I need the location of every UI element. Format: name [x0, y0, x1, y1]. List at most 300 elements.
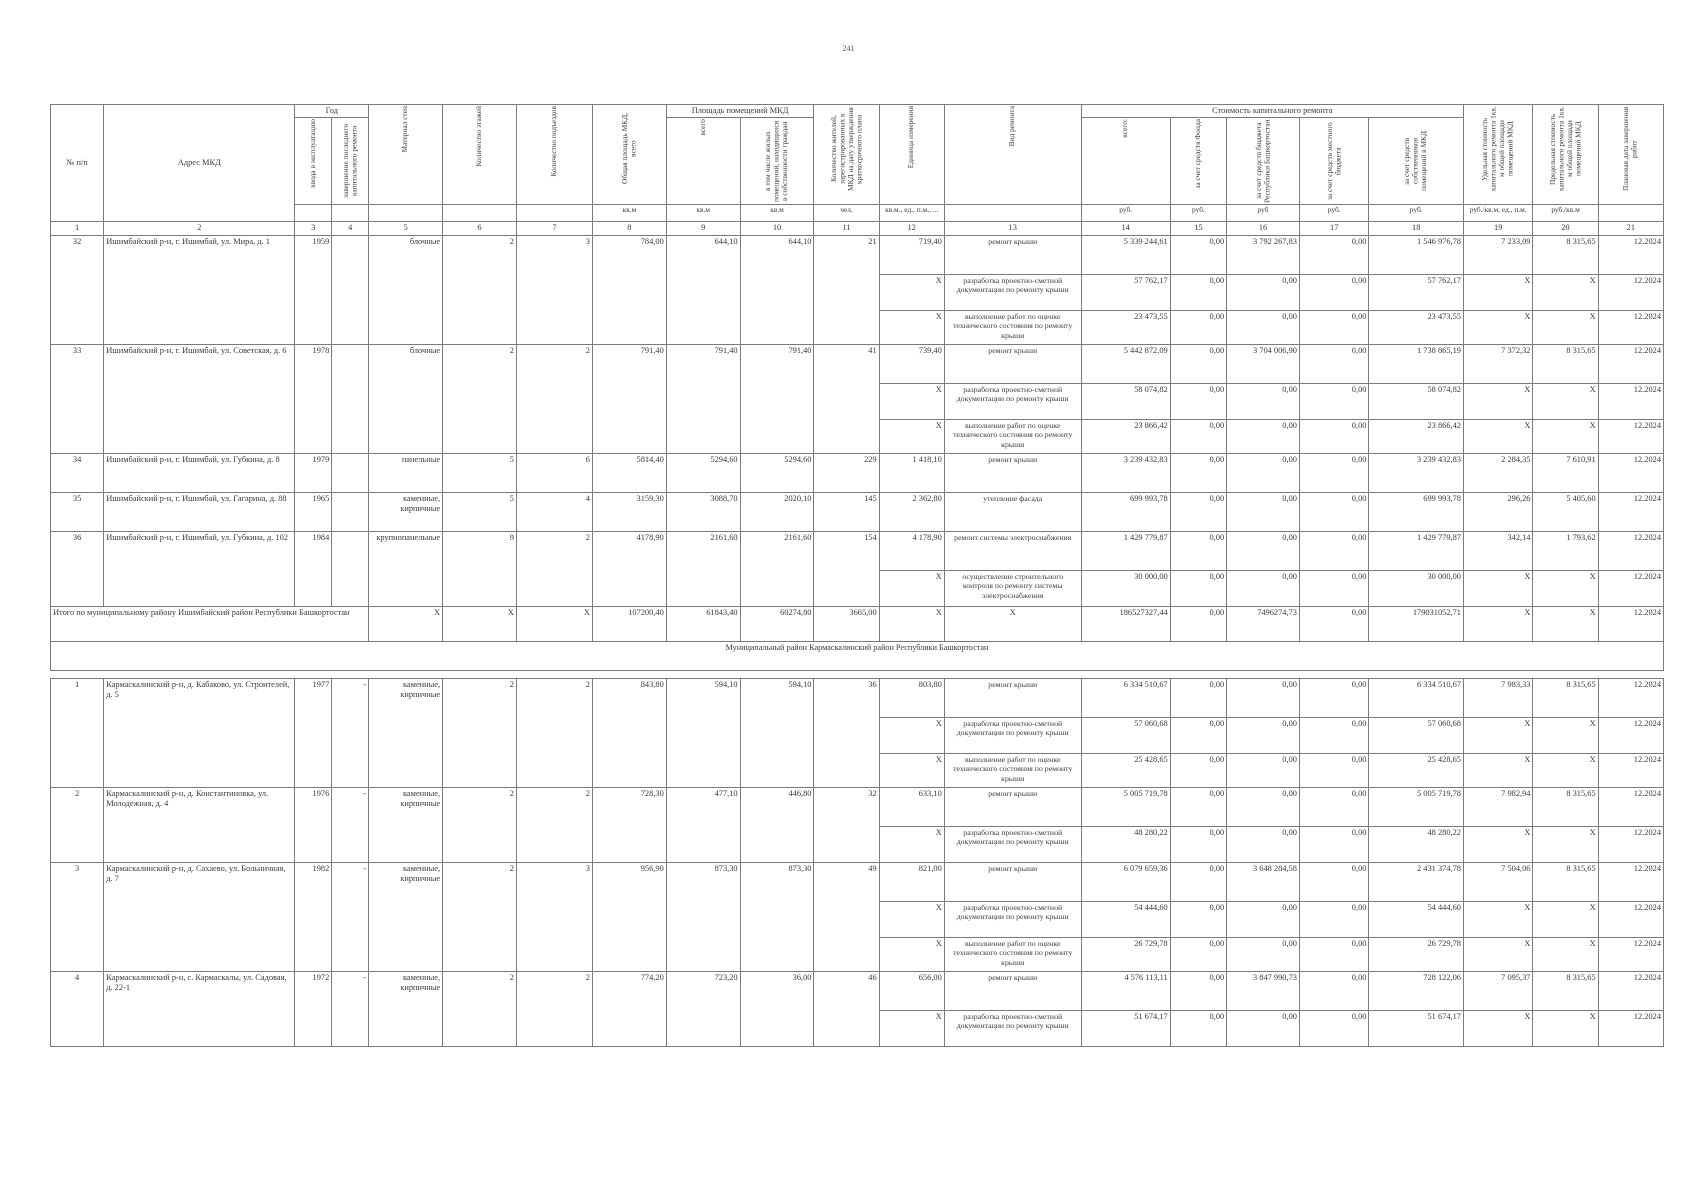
row-work: разработка проектно-сметной документации по ремонту крыши	[944, 902, 1081, 938]
row-x-mark: X	[879, 718, 944, 754]
total-area: 107200,40	[592, 607, 666, 642]
row-cost-owners: 25 428,65	[1369, 754, 1464, 788]
row-material: каменные, кирпичные	[369, 863, 443, 972]
row-cost-rb: 0,00	[1227, 754, 1300, 788]
row-specific-cost: 296,26	[1463, 493, 1533, 532]
row-year: 1978	[295, 345, 332, 454]
header-work-type: Вид ремонта	[944, 105, 1081, 205]
row-cost-owners: 1 738 865,19	[1369, 345, 1464, 384]
unit-measure: кв.м., ед., п.м., ...	[879, 205, 944, 222]
row-cost-owners: 54 444,60	[1369, 902, 1464, 938]
row-limit-cost: X	[1533, 938, 1598, 972]
row-entrances: 4	[516, 493, 592, 532]
row-area: 784,00	[592, 236, 666, 345]
unit-sqm: кв.м	[740, 205, 814, 222]
header-specific-cost: Удельная стоимость капитального ремонта 1кв. м общей площади помещений МКД	[1463, 105, 1533, 205]
row-deadline: 12.2024	[1598, 863, 1663, 902]
row-area-all: 477,10	[666, 788, 740, 863]
table-row	[51, 679, 1664, 718]
header-area-residential: в том числе жилых помещений, находящихся в собственности граждан	[740, 118, 814, 205]
row-cost-rb: 0,00	[1227, 493, 1300, 532]
row-area-residential: 873,30	[740, 863, 814, 972]
row-x-mark: X	[879, 311, 944, 345]
row-cost-owners: 51 674,17	[1369, 1011, 1464, 1047]
header-year: Год	[295, 105, 369, 118]
row-specific-cost: X	[1463, 275, 1533, 311]
col-number: 19	[1463, 222, 1533, 236]
row-deadline: 12.2024	[1598, 571, 1663, 607]
row-cost-fund: 0,00	[1170, 571, 1226, 607]
row-cost-total: 57 762,17	[1081, 275, 1170, 311]
row-address: Кармаскалинский р-н, д. Константиновка, ул. Молодежная, д. 4	[104, 788, 295, 863]
row-area: 843,80	[592, 679, 666, 788]
row-cost-rb: 0,00	[1227, 420, 1300, 454]
total-residents: 3665,00	[814, 607, 879, 642]
header-entrances: Количество подъездов	[516, 105, 592, 205]
row-cost-rb: 0,00	[1227, 788, 1300, 827]
row-floors: 2	[443, 788, 517, 863]
row-cost-owners: 2 431 374,78	[1369, 863, 1464, 902]
row-x-mark: X	[879, 275, 944, 311]
row-area-all: 3088,70	[666, 493, 740, 532]
row-work: разработка проектно-сметной документации по ремонту крыши	[944, 718, 1081, 754]
section-title: Муниципальный район Кармаскалинский район Республики Башкортостан	[51, 642, 1664, 671]
row-work: осуществление строительного контроля по ремонту системы электроснабжения	[944, 571, 1081, 607]
row-entrances: 2	[516, 972, 592, 1047]
row-x-mark: X	[879, 384, 944, 420]
col-number: 2	[104, 222, 295, 236]
row-area-all: 2161,60	[666, 532, 740, 607]
row-area-all: 644,10	[666, 236, 740, 345]
row-address: Кармаскалинский р-н, д. Сахаево, ул. Больничная, д. 7	[104, 863, 295, 972]
row-cost-rb: 0,00	[1227, 827, 1300, 863]
header-year-last-repair: завершение последнего капитального ремонта	[332, 118, 369, 205]
row-limit-cost: 8 315,65	[1533, 788, 1598, 827]
header-wall-material: Материал стен	[369, 105, 443, 205]
col-number: 12	[879, 222, 944, 236]
total-floors: X	[443, 607, 517, 642]
row-year: 1965	[295, 493, 332, 532]
total-fund: 0,00	[1170, 607, 1226, 642]
row-address: Кармаскалинский р-н, д. Кабаково, ул. Строителей, д. 5	[104, 679, 295, 788]
total-area-all: 61843,40	[666, 607, 740, 642]
row-cost-total: 58 074,82	[1081, 384, 1170, 420]
row-quantity: 656,00	[879, 972, 944, 1011]
row-residents: 41	[814, 345, 879, 454]
unit-rub-per-unit: руб./кв.м, ед., п.м.	[1463, 205, 1533, 222]
row-specific-cost: X	[1463, 754, 1533, 788]
header-cost-total: всего:	[1081, 118, 1170, 205]
header-year-commission: ввода в эксплуатацию	[295, 118, 332, 205]
row-residents: 154	[814, 532, 879, 607]
row-last-repair: -	[332, 863, 369, 972]
row-area: 774,20	[592, 972, 666, 1047]
row-limit-cost: X	[1533, 384, 1598, 420]
header-num: № п/п	[51, 105, 104, 222]
row-cost-rb: 0,00	[1227, 532, 1300, 571]
row-deadline: 12.2024	[1598, 972, 1663, 1011]
row-cost-fund: 0,00	[1170, 420, 1226, 454]
row-cost-fund: 0,00	[1170, 493, 1226, 532]
row-cost-owners: 57 060,68	[1369, 718, 1464, 754]
total-local: 0,00	[1299, 607, 1369, 642]
row-cost-owners: 1 546 976,78	[1369, 236, 1464, 275]
row-area-residential: 644,10	[740, 236, 814, 345]
row-cost-rb: 0,00	[1227, 718, 1300, 754]
row-area-residential: 2020,10	[740, 493, 814, 532]
row-last-repair: -	[332, 972, 369, 1047]
row-specific-cost: 2 284,35	[1463, 454, 1533, 493]
table-row	[51, 236, 1664, 275]
row-number: 36	[51, 532, 104, 607]
row-specific-cost: 342,14	[1463, 532, 1533, 571]
row-limit-cost: X	[1533, 275, 1598, 311]
row-cost-total: 5 442 872,09	[1081, 345, 1170, 384]
header-cost-rb: за счет средств бюджета Республики Башкортостан	[1227, 118, 1300, 205]
row-cost-rb: 0,00	[1227, 454, 1300, 493]
row-cost-fund: 0,00	[1170, 718, 1226, 754]
row-material: блочные	[369, 345, 443, 454]
row-entrances: 2	[516, 788, 592, 863]
row-residents: 36	[814, 679, 879, 788]
row-cost-local: 0,00	[1299, 938, 1369, 972]
row-material: каменные, кирпичные	[369, 493, 443, 532]
row-limit-cost: 8 315,65	[1533, 345, 1598, 384]
row-limit-cost: X	[1533, 311, 1598, 345]
row-residents: 229	[814, 454, 879, 493]
row-specific-cost: 7 504,06	[1463, 863, 1533, 902]
row-residents: 32	[814, 788, 879, 863]
row-number: 3	[51, 863, 104, 972]
row-cost-rb: 3 704 006,90	[1227, 345, 1300, 384]
col-number: 16	[1227, 222, 1300, 236]
row-cost-total: 51 674,17	[1081, 1011, 1170, 1047]
col-number: 5	[369, 222, 443, 236]
col-number: 4	[332, 222, 369, 236]
row-specific-cost: X	[1463, 902, 1533, 938]
unit-rub: руб	[1227, 205, 1300, 222]
row-floors: 5	[443, 493, 517, 532]
row-cost-fund: 0,00	[1170, 311, 1226, 345]
table-row	[51, 788, 1664, 827]
table-row	[51, 345, 1664, 384]
row-address: Кармаскалинский р-н, с. Кармаскалы, ул. Садовая, д. 22-1	[104, 972, 295, 1047]
row-cost-local: 0,00	[1299, 827, 1369, 863]
col-number: 10	[740, 222, 814, 236]
row-entrances: 3	[516, 863, 592, 972]
row-last-repair: -	[332, 679, 369, 788]
col-number: 1	[51, 222, 104, 236]
header-cost-owners: за счет средств собственников помещений в МКД	[1369, 118, 1464, 205]
row-limit-cost: 7 610,91	[1533, 454, 1598, 493]
row-cost-total: 1 429 779,87	[1081, 532, 1170, 571]
row-year: 1972	[295, 972, 332, 1047]
row-residents: 46	[814, 972, 879, 1047]
row-cost-fund: 0,00	[1170, 679, 1226, 718]
row-cost-rb: 0,00	[1227, 384, 1300, 420]
row-quantity: 719,40	[879, 236, 944, 275]
unit-sqm: кв.м	[592, 205, 666, 222]
row-area-residential: 446,80	[740, 788, 814, 863]
row-entrances: 3	[516, 236, 592, 345]
row-cost-rb: 0,00	[1227, 679, 1300, 718]
row-residents: 49	[814, 863, 879, 972]
row-cost-local: 0,00	[1299, 420, 1369, 454]
row-cost-owners: 57 762,17	[1369, 275, 1464, 311]
row-number: 35	[51, 493, 104, 532]
row-work: разработка проектно-сметной документации по ремонту крыши	[944, 384, 1081, 420]
row-cost-total: 26 729,78	[1081, 938, 1170, 972]
row-cost-total: 23 473,55	[1081, 311, 1170, 345]
row-deadline: 12.2024	[1598, 754, 1663, 788]
row-floors: 2	[443, 236, 517, 345]
row-cost-fund: 0,00	[1170, 384, 1226, 420]
row-cost-fund: 0,00	[1170, 972, 1226, 1011]
row-cost-fund: 0,00	[1170, 532, 1226, 571]
row-area-residential: 5294,60	[740, 454, 814, 493]
row-specific-cost: X	[1463, 311, 1533, 345]
row-quantity: 633,10	[879, 788, 944, 827]
row-cost-total: 4 576 113,11	[1081, 972, 1170, 1011]
row-cost-local: 0,00	[1299, 275, 1369, 311]
row-limit-cost: X	[1533, 1011, 1598, 1047]
unit-people: чел.	[814, 205, 879, 222]
row-cost-rb: 0,00	[1227, 571, 1300, 607]
row-limit-cost: 8 315,65	[1533, 236, 1598, 275]
row-cost-rb: 0,00	[1227, 1011, 1300, 1047]
row-cost-total: 5 005 719,78	[1081, 788, 1170, 827]
header-total-area: Общая площадь МКД, всего	[592, 105, 666, 205]
row-number: 2	[51, 788, 104, 863]
row-material: каменные, кирпичные	[369, 679, 443, 788]
row-deadline: 12.2024	[1598, 311, 1663, 345]
row-year: 1984	[295, 532, 332, 607]
row-cost-total: 699 993,78	[1081, 493, 1170, 532]
row-cost-total: 6 079 659,36	[1081, 863, 1170, 902]
row-cost-fund: 0,00	[1170, 754, 1226, 788]
row-cost-total: 48 280,22	[1081, 827, 1170, 863]
row-deadline: 12.2024	[1598, 275, 1663, 311]
row-cost-fund: 0,00	[1170, 454, 1226, 493]
row-cost-owners: 58 074,82	[1369, 384, 1464, 420]
total-area-residential: 60274,80	[740, 607, 814, 642]
header-row-top	[51, 105, 1664, 118]
row-material: каменные, кирпичные	[369, 788, 443, 863]
row-cost-local: 0,00	[1299, 1011, 1369, 1047]
row-cost-local: 0,00	[1299, 571, 1369, 607]
row-year: 1979	[295, 454, 332, 493]
row-area-all: 873,30	[666, 863, 740, 972]
row-limit-cost: X	[1533, 571, 1598, 607]
row-quantity: 803,80	[879, 679, 944, 718]
row-x-mark: X	[879, 420, 944, 454]
row-work: ремонт крыши	[944, 788, 1081, 827]
row-cost-local: 0,00	[1299, 972, 1369, 1011]
row-cost-rb: 3 792 267,83	[1227, 236, 1300, 275]
row-work: ремонт крыши	[944, 454, 1081, 493]
row-limit-cost: 8 315,65	[1533, 972, 1598, 1011]
row-cost-local: 0,00	[1299, 493, 1369, 532]
row-cost-owners: 30 000,00	[1369, 571, 1464, 607]
row-cost-local: 0,00	[1299, 788, 1369, 827]
row-specific-cost: 7 983,33	[1463, 679, 1533, 718]
header-premises-area: Площадь помещений МКД	[666, 105, 814, 118]
row-cost-local: 0,00	[1299, 384, 1369, 420]
row-specific-cost: X	[1463, 827, 1533, 863]
row-address: Ишимбайский р-н, г. Ишимбай, ул. Губкина, д. 8	[104, 454, 295, 493]
row-address: Ишимбайский р-н, г. Ишимбай, ул. Советская, д. 6	[104, 345, 295, 454]
row-cost-fund: 0,00	[1170, 902, 1226, 938]
row-material: каменные, кирпичные	[369, 972, 443, 1047]
row-residents: 145	[814, 493, 879, 532]
table-row	[51, 863, 1664, 902]
row-number: 33	[51, 345, 104, 454]
unit-rub-per-sqm: руб./кв.м	[1533, 205, 1598, 222]
total-cost: 186527327,44	[1081, 607, 1170, 642]
row-deadline: 12.2024	[1598, 902, 1663, 938]
row-cost-owners: 1 429 779,87	[1369, 532, 1464, 571]
row-cost-rb: 0,00	[1227, 311, 1300, 345]
row-area-residential: 36,00	[740, 972, 814, 1047]
row-cost-local: 0,00	[1299, 754, 1369, 788]
row-cost-local: 0,00	[1299, 345, 1369, 384]
row-year: 1959	[295, 236, 332, 345]
row-entrances: 2	[516, 345, 592, 454]
total-row	[51, 607, 1664, 642]
row-work: выполнение работ по оценке технического состояния по ремонту крыши	[944, 938, 1081, 972]
row-cost-total: 3 239 432,83	[1081, 454, 1170, 493]
unit-rub: руб.	[1369, 205, 1464, 222]
row-work: утепление фасада	[944, 493, 1081, 532]
col-number: 20	[1533, 222, 1598, 236]
row-deadline: 12.2024	[1598, 718, 1663, 754]
row-cost-total: 6 334 510,67	[1081, 679, 1170, 718]
row-specific-cost: 7 095,37	[1463, 972, 1533, 1011]
col-number: 13	[944, 222, 1081, 236]
row-specific-cost: X	[1463, 420, 1533, 454]
header-cost-local: за счет средств местного бюджета	[1299, 118, 1369, 205]
row-specific-cost: 7 233,09	[1463, 236, 1533, 275]
header-limit-cost: Предельная стоимость капитального ремонта 1кв. м общей площади помещений МКД	[1533, 105, 1598, 205]
row-quantity: 739,40	[879, 345, 944, 384]
row-specific-cost: X	[1463, 718, 1533, 754]
row-floors: 2	[443, 345, 517, 454]
total-rb: 7496274,73	[1227, 607, 1300, 642]
row-cost-local: 0,00	[1299, 532, 1369, 571]
header-unit: Единица измерения	[879, 105, 944, 205]
row-cost-rb: 3 847 990,73	[1227, 972, 1300, 1011]
row-material: крупнопанельные	[369, 532, 443, 607]
row-deadline: 12.2024	[1598, 493, 1663, 532]
row-quantity: 4 178,90	[879, 532, 944, 571]
row-quantity: 1 418,10	[879, 454, 944, 493]
unit-rub: руб.	[1081, 205, 1170, 222]
section-row	[51, 642, 1664, 671]
row-number: 1	[51, 679, 104, 788]
row-cost-local: 0,00	[1299, 454, 1369, 493]
row-cost-local: 0,00	[1299, 236, 1369, 275]
row-limit-cost: X	[1533, 827, 1598, 863]
unit-rub: руб.	[1170, 205, 1226, 222]
row-x-mark: X	[879, 902, 944, 938]
row-work: ремонт крыши	[944, 236, 1081, 275]
row-area: 728,30	[592, 788, 666, 863]
column-numbers-row	[51, 222, 1664, 236]
row-cost-local: 0,00	[1299, 679, 1369, 718]
row-number: 32	[51, 236, 104, 345]
row-cost-local: 0,00	[1299, 902, 1369, 938]
row-cost-local: 0,00	[1299, 311, 1369, 345]
col-number: 6	[443, 222, 517, 236]
row-year: 1982	[295, 863, 332, 972]
row-specific-cost: X	[1463, 938, 1533, 972]
row-work: разработка проектно-сметной документации по ремонту крыши	[944, 1011, 1081, 1047]
row-residents: 21	[814, 236, 879, 345]
row-limit-cost: X	[1533, 718, 1598, 754]
row-specific-cost: X	[1463, 1011, 1533, 1047]
row-deadline: 12.2024	[1598, 788, 1663, 827]
row-floors: 2	[443, 863, 517, 972]
row-entrances: 2	[516, 679, 592, 788]
row-quantity: 2 362,80	[879, 493, 944, 532]
row-cost-owners: 23 473,55	[1369, 311, 1464, 345]
header-residents: Количество жителей, зарегистрированных в МКД на дату утверждения краткосрочного плана	[814, 105, 879, 205]
col-number: 21	[1598, 222, 1663, 236]
total-owners: 179031052,71	[1369, 607, 1464, 642]
row-x-mark: X	[879, 571, 944, 607]
row-cost-rb: 0,00	[1227, 902, 1300, 938]
row-deadline: 12.2024	[1598, 236, 1663, 275]
row-cost-fund: 0,00	[1170, 275, 1226, 311]
capital-repair-table	[50, 104, 1664, 1047]
row-cost-owners: 728 122,06	[1369, 972, 1464, 1011]
row-area: 4178,90	[592, 532, 666, 607]
row-material: панельные	[369, 454, 443, 493]
row-limit-cost: 8 315,65	[1533, 679, 1598, 718]
row-limit-cost: X	[1533, 420, 1598, 454]
row-cost-rb: 0,00	[1227, 938, 1300, 972]
table-row	[51, 454, 1664, 493]
row-limit-cost: 5 405,60	[1533, 493, 1598, 532]
row-work: разработка проектно-сметной документации по ремонту крыши	[944, 827, 1081, 863]
page-number: 241	[842, 44, 855, 53]
row-cost-fund: 0,00	[1170, 863, 1226, 902]
row-limit-cost: X	[1533, 754, 1598, 788]
row-cost-local: 0,00	[1299, 863, 1369, 902]
col-number: 3	[295, 222, 332, 236]
row-cost-rb: 0,00	[1227, 275, 1300, 311]
row-cost-total: 5 339 244,61	[1081, 236, 1170, 275]
row-deadline: 12.2024	[1598, 827, 1663, 863]
row-cost-owners: 3 239 432,83	[1369, 454, 1464, 493]
unit-rub: руб.	[1299, 205, 1369, 222]
row-specific-cost: 7 982,94	[1463, 788, 1533, 827]
header-cost-title: Стоимость капитального ремонта	[1081, 105, 1463, 118]
total-quantity: X	[879, 607, 944, 642]
row-work: выполнение работ по оценке технического состояния по ремонту крыши	[944, 754, 1081, 788]
row-quantity: 821,00	[879, 863, 944, 902]
row-deadline: 12.2024	[1598, 420, 1663, 454]
row-work: выполнение работ по оценке технического состояния по ремонту крыши	[944, 420, 1081, 454]
row-cost-fund: 0,00	[1170, 938, 1226, 972]
row-number: 34	[51, 454, 104, 493]
row-area-all: 5294,60	[666, 454, 740, 493]
row-cost-owners: 6 334 510,67	[1369, 679, 1464, 718]
row-floors: 2	[443, 972, 517, 1047]
row-area-residential: 791,40	[740, 345, 814, 454]
row-last-repair: -	[332, 788, 369, 863]
row-specific-cost: 7 372,32	[1463, 345, 1533, 384]
